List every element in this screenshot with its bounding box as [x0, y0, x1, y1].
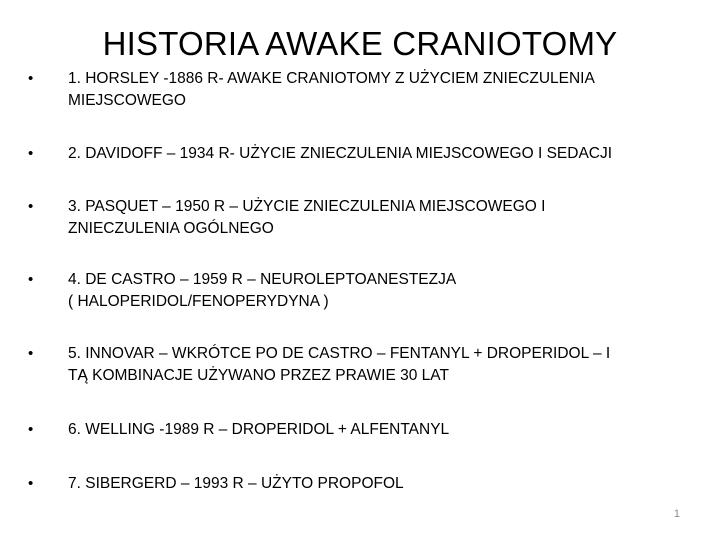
bullet-item-6: [28, 419, 678, 441]
bullet-item-4: [28, 269, 678, 312]
bullet-icon: •: [28, 271, 34, 288]
bullet-item-7: [28, 473, 678, 495]
bullet-text-2: 2. DAVIDOFF – 1934 R- UŻYCIE ZNIECZULENIA MIEJSCOWEGO I SEDACJI: [68, 145, 613, 162]
bullet-text-3: 3. PASQUET – 1950 R – UŻYCIE ZNIECZULENIA MIEJSCOWEGO I ZNIECZULENIA OGÓLNEGO: [68, 198, 546, 237]
bullet-icon: •: [28, 345, 34, 362]
bullet-item-1: [28, 68, 678, 111]
bullet-text-6: 6. WELLING -1989 R – DROPERIDOL + ALFENTANYL: [68, 421, 450, 438]
bullet-icon: •: [28, 145, 34, 162]
page-number: 1: [673, 508, 680, 520]
bullet-icon: •: [28, 70, 34, 87]
bullet-text-7: 7. SIBERGERD – 1993 R – UŻYTO PROPOFOL: [68, 475, 404, 492]
bullet-text-4: 4. DE CASTRO – 1959 R – NEUROLEPTOANESTEZJA ( HALOPERIDOL/FENOPERYDYNA ): [68, 271, 457, 310]
slide-title: HISTORIA AWAKE CRANIOTOMY: [102, 25, 618, 62]
bullet-icon: •: [28, 421, 34, 438]
bullet-item-3: [28, 196, 678, 239]
bullet-icon: •: [28, 198, 34, 215]
bullet-item-5: [28, 343, 678, 386]
bullet-text-1: 1. HORSLEY -1886 R- AWAKE CRANIOTOMY Z UŻYCIEM ZNIECZULENIA MIEJSCOWEGO: [68, 70, 595, 109]
bullet-icon: •: [28, 475, 34, 492]
bullet-item-2: [28, 143, 678, 165]
bullet-text-5: 5. INNOVAR – WKRÓTCE PO DE CASTRO – FENTANYL + DROPERIDOL – I TĄ KOMBINACJE UŻYWANO PRZEZ PRAWIE 30 LAT: [68, 345, 611, 384]
